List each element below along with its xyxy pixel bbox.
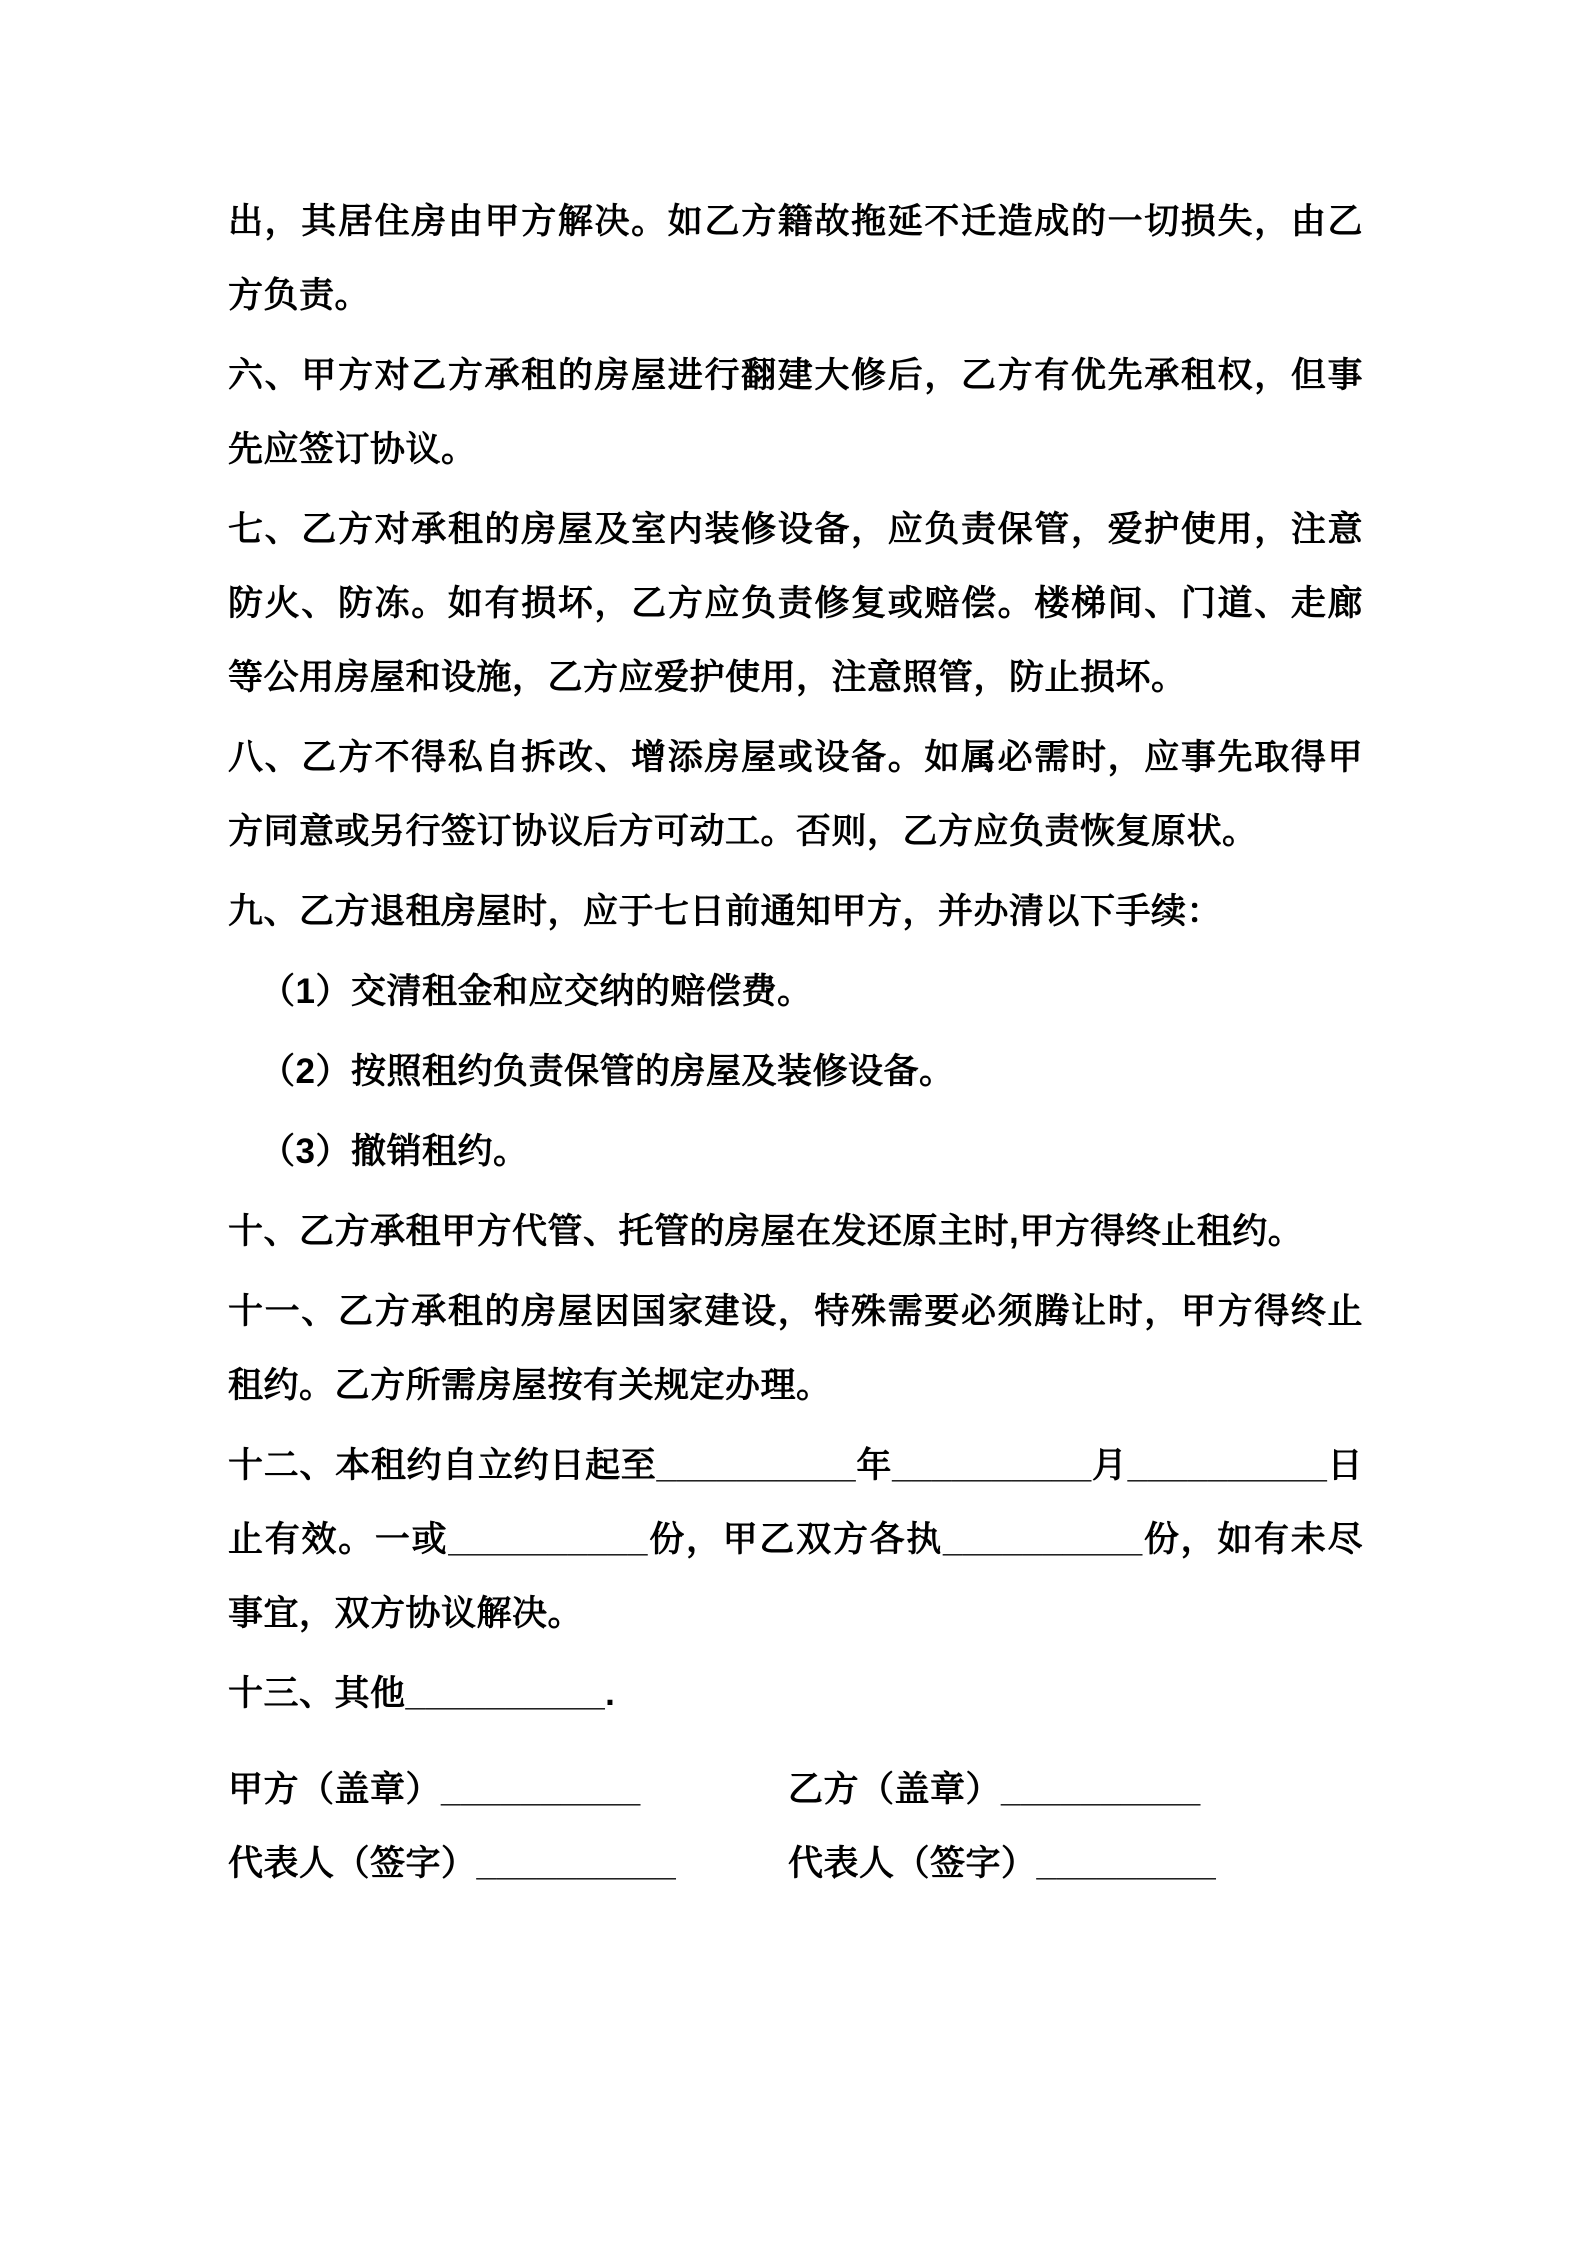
party-a-seal-field: 甲方（盖章）__________ xyxy=(228,1770,641,1809)
signature-row-seal xyxy=(228,1753,1363,1827)
party-b-seal-field: 乙方（盖章）__________ xyxy=(788,1770,1201,1809)
list-item-2: （2）按照租约负责保管的房屋及装修设备。 xyxy=(260,1052,955,1091)
signature-block xyxy=(228,1753,1363,1901)
paragraph-clause-eleven: 十一、乙方承租的房屋因国家建设，特殊需要必须腾让时，甲方得终止租约。乙方所需房屋按有关规定办理。 xyxy=(228,1292,1363,1405)
paragraph-clause-ten: 十、乙方承租甲方代管、托管的房屋在发还原主时,甲方得终止租约。 xyxy=(228,1212,1304,1251)
paragraph-clause-twelve: 十二、本租约自立约日起至__________年__________月__________日止有效。一或__________份，甲乙双方各执__________份，如有未尽事宜，双方协议解决。 xyxy=(228,1446,1363,1633)
list-item-3: （3）撤销租约。 xyxy=(260,1132,529,1171)
signature-row-representative xyxy=(228,1827,1363,1901)
list-item-1: （1）交清租金和应交纳的赔偿费。 xyxy=(260,972,813,1011)
document-body xyxy=(228,185,1363,1901)
paragraph-clause-nine: 九、乙方退租房屋时，应于七日前通知甲方，并办清以下手续： xyxy=(228,892,1223,931)
party-a-representative-field: 代表人（签字）__________ xyxy=(228,1844,677,1883)
paragraph-clause-six: 六、甲方对乙方承租的房屋进行翻建大修后，乙方有优先承租权，但事先应签订协议。 xyxy=(228,356,1363,469)
party-b-representative-field: 代表人（签字）_________ xyxy=(788,1844,1217,1883)
paragraph-clause-thirteen: 十三、其他__________. xyxy=(228,1674,616,1713)
paragraph-clause-seven: 七、乙方对承租的房屋及室内装修设备，应负责保管，爱护使用，注意防火、防冻。如有损坏，乙方应负责修复或赔偿。楼梯间、门道、走廊等公用房屋和设施，乙方应爱护使用，注意照管，防止损坏。 xyxy=(228,510,1363,697)
paragraph-continuation: 出，其居住房由甲方解决。如乙方籍故拖延不迁造成的一切损失，由乙方负责。 xyxy=(228,202,1363,315)
paragraph-clause-eight: 八、乙方不得私自拆改、增添房屋或设备。如属必需时，应事先取得甲方同意或另行签订协议后方可动工。否则，乙方应负责恢复原状。 xyxy=(228,738,1363,851)
